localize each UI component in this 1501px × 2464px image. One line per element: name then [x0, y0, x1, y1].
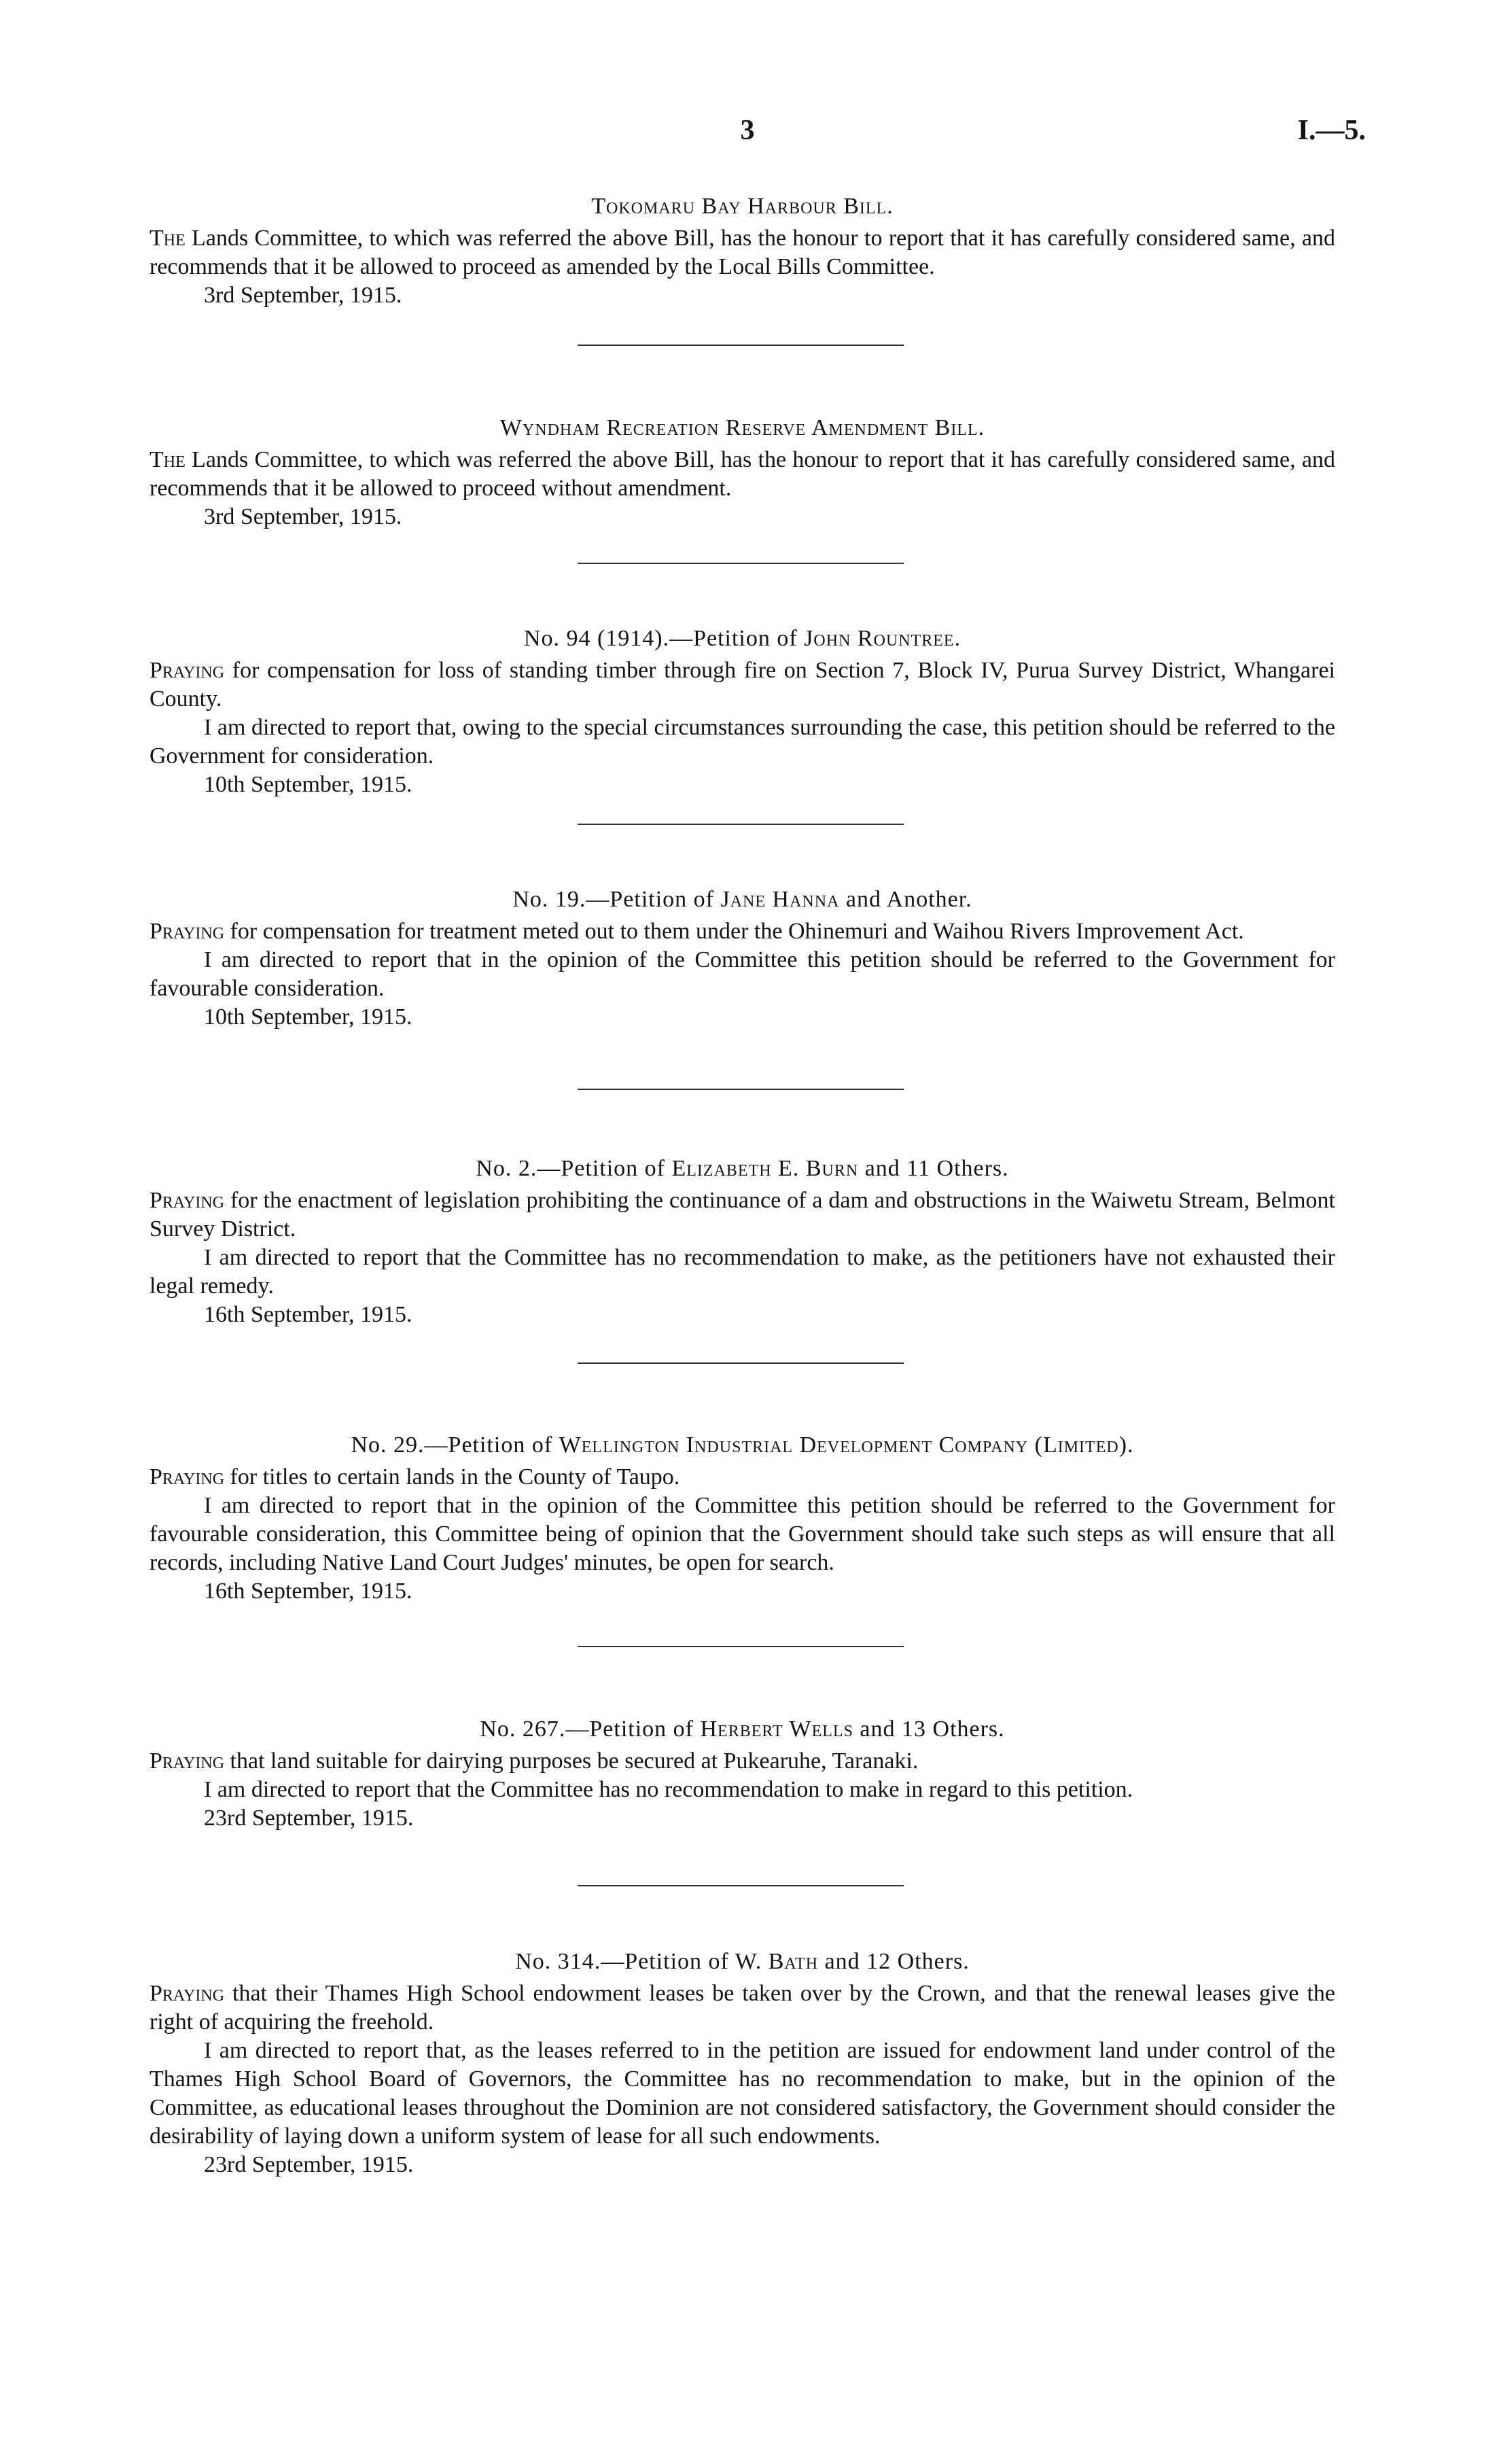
heading-prefix: No. 2.—Petition of	[476, 1156, 672, 1181]
petitioner-name: Jane Hanna	[720, 887, 840, 912]
section-heading	[149, 885, 1335, 915]
heading-prefix: No. 94 (1914).—Petition of	[523, 626, 805, 651]
report-tokomaru-bay-harbour-bill	[149, 192, 1335, 310]
report-date: 16th September, 1915.	[204, 1302, 412, 1327]
report-date: 16th September, 1915.	[204, 1579, 412, 1604]
section-heading	[149, 624, 1335, 654]
section-divider	[578, 345, 904, 346]
praying-paragraph	[149, 1747, 1335, 1776]
section-heading	[149, 1714, 1335, 1744]
praying-paragraph	[149, 1979, 1335, 2037]
report-paragraph: I am directed to report that in the opinion of the Committee this petition should be referred to the Government for favourable consideration, this Committee being of opinion that the Government should take such steps as will ensure that all records, including Native Land Court Judges' minutes, be open for search.	[149, 1493, 1335, 1575]
section-divider	[578, 1646, 904, 1647]
lead-word: The	[149, 226, 186, 251]
praying-paragraph	[149, 917, 1335, 946]
petitioner-name: Wellington Industrial Development Company (Limited)	[559, 1432, 1128, 1458]
paragraph-text: for titles to certain lands in the County of Taupo.	[224, 1464, 680, 1490]
report-paragraph: I am directed to report that, owing to the special circumstances surrounding the case, this petition should be referred to the Government for consideration.	[149, 715, 1335, 769]
paragraph-text: for the enactment of legislation prohibiting the continuance of a dam and obstructions in the Waiwetu Stream, Belmont Survey District.	[149, 1188, 1335, 1242]
report-date: 23rd September, 1915.	[204, 2152, 414, 2177]
petition-314-w-bath	[149, 1947, 1335, 2179]
petition-94-john-rountree	[149, 624, 1335, 799]
section-heading	[149, 1947, 1335, 1977]
petitioner-name: Herbert Wells	[700, 1717, 853, 1742]
petition-2-elizabeth-burn	[149, 1154, 1335, 1329]
heading-prefix: No. 267.—Petition of	[480, 1717, 701, 1742]
petitioner-name: Elizabeth E. Burn	[671, 1156, 859, 1181]
page-number: 3	[740, 115, 755, 146]
lead-word: Praying	[149, 1748, 225, 1774]
report-date: 10th September, 1915.	[204, 1004, 412, 1029]
report-date: 3rd September, 1915.	[204, 504, 402, 529]
report-wyndham-recreation-reserve-amendment-bill	[149, 413, 1335, 531]
section-divider	[578, 1089, 904, 1090]
lead-word: Praying	[149, 1188, 225, 1213]
heading-prefix: No. 19.—Petition of	[512, 887, 721, 912]
heading-suffix: and Another.	[839, 887, 972, 912]
report-paragraph: I am directed to report that the Committee has no recommendation to make in regard to this petition.	[204, 1777, 1133, 1802]
report-paragraph: I am directed to report that in the opinion of the Committee this petition should be referred to the Government for favourable consideration.	[149, 947, 1335, 1001]
lead-word: Praying	[149, 1464, 225, 1490]
heading-suffix: and 11 Others.	[858, 1156, 1009, 1181]
heading-suffix: and 13 Others.	[853, 1717, 1005, 1742]
heading-suffix: .	[954, 626, 961, 651]
paragraph-text: that land suitable for dairying purposes be secured at Pukearuhe, Taranaki.	[224, 1748, 919, 1774]
petition-29-wellington-industrial-development	[149, 1430, 1335, 1606]
lead-word: Praying	[149, 1981, 225, 2006]
report-paragraph: I am directed to report that the Committee has no recommendation to make, as the petitioners have not exhausted their legal remedy.	[149, 1245, 1335, 1299]
paragraph-text: Lands Committee, to which was referred the above Bill, has the honour to report that it has carefully considered same, and recommends that it be allowed to proceed as amended by the Local Bills Committee.	[149, 226, 1335, 279]
heading-suffix: .	[1127, 1432, 1134, 1458]
section-heading: Wyndham Recreation Reserve Amendment Bill.	[499, 415, 985, 440]
lead-word: The	[149, 447, 186, 472]
petitioner-name: John Rountree	[804, 626, 955, 651]
report-paragraph	[149, 224, 1335, 281]
paper-reference: I.—5.	[1297, 115, 1366, 146]
paragraph-text: Lands Committee, to which was referred the above Bill, has the honour to report that it has carefully considered same, and recommends that it be allowed to proceed without amendment.	[149, 447, 1335, 501]
lead-word: Praying	[149, 658, 225, 683]
section-divider	[578, 1362, 904, 1364]
paragraph-text: for compensation for treatment meted out to them under the Ohinemuri and Waihou Rivers Improvement Act.	[224, 919, 1244, 944]
report-date: 23rd September, 1915.	[204, 1806, 414, 1831]
heading-prefix: No. 29.—Petition of	[351, 1432, 559, 1458]
paragraph-text: for compensation for loss of standing timber through fire on Section 7, Block IV, Purua Survey District, Whangarei County.	[149, 658, 1335, 711]
section-divider	[578, 1885, 904, 1886]
section-heading: Tokomaru Bay Harbour Bill.	[591, 194, 894, 219]
praying-paragraph	[149, 656, 1335, 714]
report-paragraph	[149, 446, 1335, 503]
section-divider	[578, 824, 904, 825]
petition-267-herbert-wells	[149, 1714, 1335, 1833]
praying-paragraph	[149, 1463, 1335, 1492]
petitioner-name: Bath	[768, 1949, 819, 1974]
report-date: 10th September, 1915.	[204, 772, 412, 797]
section-divider	[578, 563, 904, 564]
paragraph-text: that their Thames High School endowment leases be taken over by the Crown, and that the renewal leases give the right of acquiring the freehold.	[149, 1981, 1335, 2035]
praying-paragraph	[149, 1186, 1335, 1244]
petition-19-jane-hanna	[149, 885, 1335, 1032]
lead-word: Praying	[149, 919, 225, 944]
section-heading	[149, 1430, 1335, 1460]
heading-suffix: and 12 Others.	[818, 1949, 970, 1974]
report-paragraph: I am directed to report that, as the leases referred to in the petition are issued for endowment land under control of the Thames High School Board of Governors, the Committee has no recommendation to make, but in the opinion of the Committee, as educational leases throughout the Dominion are not considered satisfactory, the Government should consider the desirability of laying down a uniform system of lease for all such endowments.	[149, 2038, 1335, 2149]
heading-prefix: No. 314.—Petition of W.	[515, 1949, 769, 1974]
report-date: 3rd September, 1915.	[204, 283, 402, 308]
section-heading	[149, 1154, 1335, 1184]
